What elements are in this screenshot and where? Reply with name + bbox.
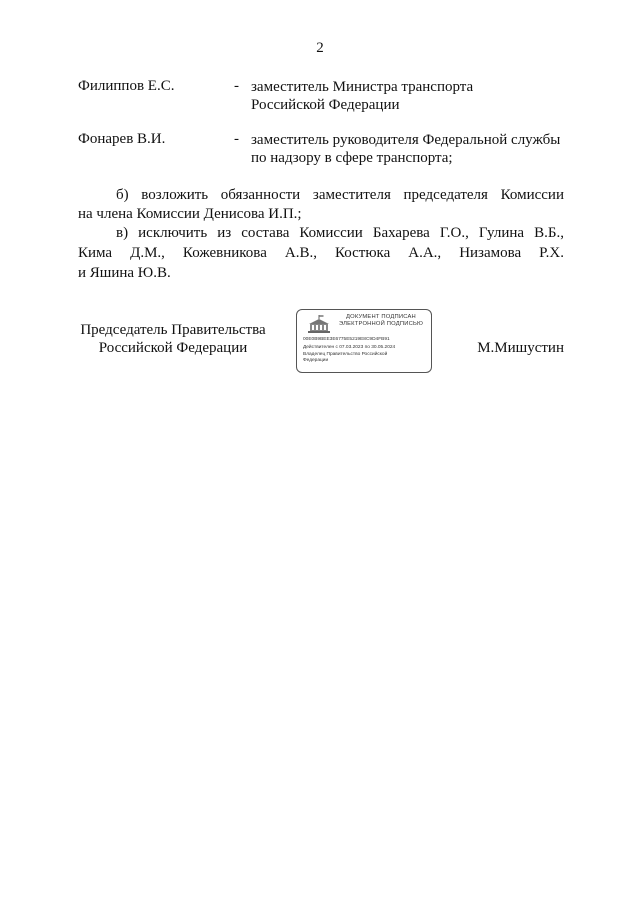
paragraph-b-line2: на члена Комиссии Денисова И.П.;: [78, 206, 302, 222]
member-dash: -: [234, 78, 239, 94]
stamp-title-line: ДОКУМЕНТ ПОДПИСАН: [346, 314, 416, 320]
government-building-icon: [307, 315, 331, 335]
position-line: Российской Федерации: [251, 97, 400, 113]
signatory-name: М.Мишустин: [477, 340, 564, 356]
signatory-title: [78, 321, 268, 357]
paragraph-v-line3: и Яшина Ю.В.: [78, 265, 171, 281]
paragraph-b-line1: б) возложить обязанности заместителя председателя Комиссии: [116, 187, 564, 203]
signatory-title-line: Российской Федерации: [98, 340, 248, 356]
signatory-title-line: Председатель Правительства: [80, 322, 266, 338]
paragraph-v-line1: в) исключить из состава Комиссии Бахарева Г.О., Гулина В.Б.,: [116, 225, 564, 241]
stamp-title: [333, 314, 429, 328]
position-line: заместитель руководителя Федеральной службы: [251, 132, 561, 148]
stamp-owner: Владелец Правительство Российской: [303, 352, 388, 357]
member-name-filippov: Филиппов Е.С.: [78, 78, 175, 94]
page-number: 2: [316, 40, 324, 56]
electronic-signature-stamp: [296, 309, 432, 373]
stamp-validity: Действителен с 07.03.2023 по 30.05.2024: [303, 345, 396, 350]
member-dash: -: [234, 131, 239, 147]
position-line: заместитель Министра транспорта: [251, 79, 474, 95]
member-position-filippov: [251, 78, 473, 114]
stamp-title-line: ЭЛЕКТРОННОЙ ПОДПИСЬЮ: [338, 321, 424, 327]
paragraph-v-line2: Кима Д.М., Кожевникова А.В., Костюка А.А., Низамова Р.Х.: [78, 245, 564, 261]
member-position-fonarev: [251, 131, 560, 167]
stamp-owner: Федерации: [303, 358, 329, 363]
position-line: по надзору в сфере транспорта;: [251, 150, 453, 166]
stamp-certificate: 00E0B9BEE3E6775E5219E8C9D4FB91: [303, 337, 390, 342]
member-name-fonarev: Фонарев В.И.: [78, 131, 166, 147]
